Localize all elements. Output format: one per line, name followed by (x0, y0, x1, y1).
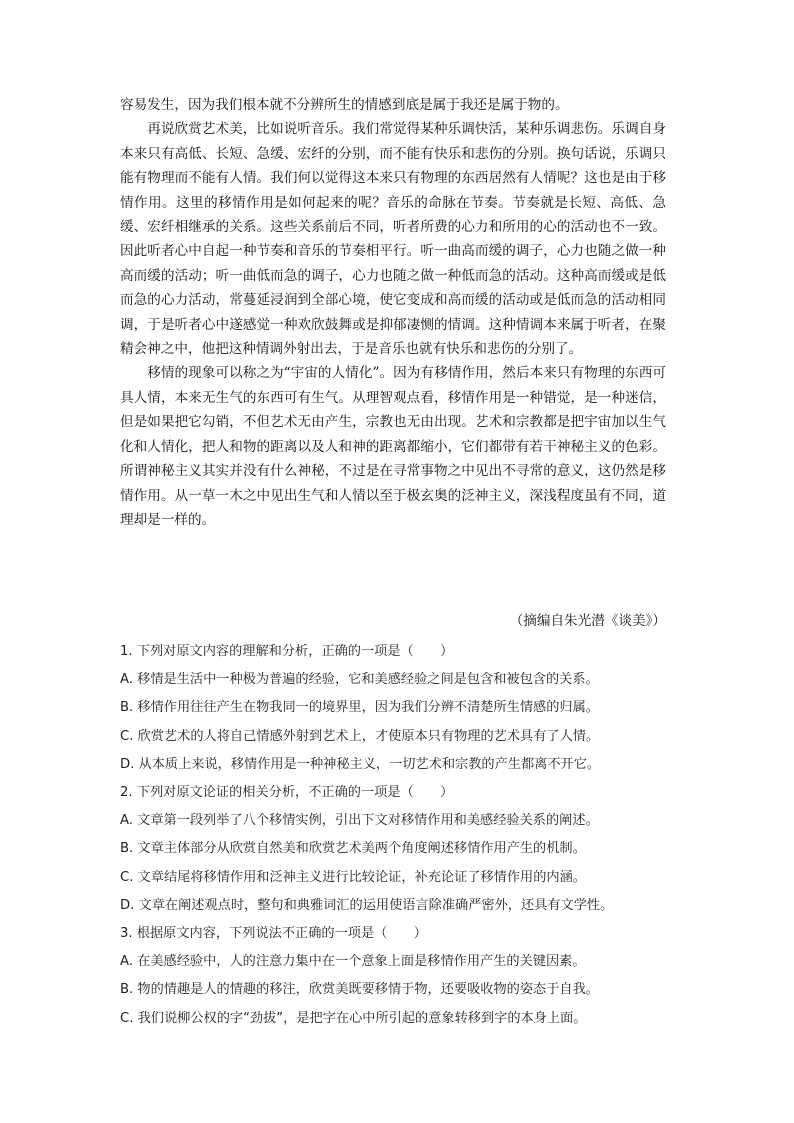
question-stem: 2. 下列对原文论证的相关分析，不正确的一项是（ ） (120, 785, 454, 801)
passage-source: （摘编自朱光潜《谈美》） (509, 613, 666, 629)
option-d: D. 从本质上来说，移情作用是一种神秘主义，一切艺术和宗教的产生都离不开它。 (120, 756, 601, 772)
question-2 (120, 779, 680, 920)
option-c: C. 欣赏艺术的人将自己情感外射到艺术上，才使原本只有物理的艺术具有了人情。 (120, 728, 600, 744)
option-a: A. 文章第一段列举了八个移情实例，引出下文对移情作用和美感经验关系的阐述。 (120, 813, 599, 829)
passage-paragraph-cosmos: 移情的现象可以称之为“宇宙的人情化”。因为有移情作用，然后本来只有物理的东西可具人情，本来无生气的东西可有生气。从理智观点看，移情作用是一种错觉，是一种迷信，但是如果把它勾销，不但艺术无由产生，宗教也无由出现。艺术和宗教都是把宇宙加以生气化和人情化，把人和物的距离以及人和神的距离都缩小，它们都带有若干神秘主义的色彩。所谓神秘主义其实并没有什么神秘，不过是在寻常事物之中见出不寻常的意义，这仍然是移情作用。从一草一木之中见出生气和人情以至于极玄奥的泛神主义，深浅程度虽有不同，道理却是一样的。 (120, 365, 666, 528)
option-d: D. 文章在阐述观点时，整句和典雅词汇的运用使语言除准确严密外，还具有文学性。 (120, 897, 614, 913)
question-list (120, 638, 680, 1033)
option-b: B. 移情作用往往产生在物我同一的境界里，因为我们分辨不清楚所生情感的归属。 (120, 700, 599, 716)
option-c: C. 我们说柳公权的字“劲拔”，是把字在心中所引起的意象转移到字的本身上面。 (120, 1010, 587, 1026)
question-stem: 3. 根据原文内容，下列说法不正确的一项是（ ） (120, 926, 427, 942)
option-a: A. 在美感经验中，人的注意力集中在一个意象上面是移情作用产生的关键因素。 (120, 954, 586, 970)
question-3 (120, 920, 680, 1033)
question-1 (120, 638, 680, 779)
option-c: C. 文章结尾将移情作用和泛神主义进行比较论证，补充论证了移情作用的内涵。 (120, 869, 586, 885)
passage-paragraph-music: 再说欣赏艺术美，比如说听音乐。我们常觉得某种乐调快活，某种乐调悲伤。乐调自身本来只有高低、长短、急缓、宏纤的分别，而不能有快乐和悲伤的分别。换句话说，乐调只能有物理而不能有人情。我们何以觉得这本来只有物理的东西居然有人情呢？这也是由于移情作用。这里的移情作用是如何起来的呢？音乐的命脉在节奏。节奏就是长短、高低、急缓、宏纤相继承的关系。这些关系前后不同，听者所费的心力和所用的心的活动也不一致。因此听者心中自起一种节奏和音乐的节奏相平行。听一曲高而缓的调子，心力也随之做一种高而缓的活动；听一曲低而急的调子，心力也随之做一种低而急的活动。这种高而缓或是低而急的心力活动，常蔓延浸润到全部心境，使它变成和高而缓的活动或是低而急的活动相同调，于是听者心中遂感觉一种欢欣鼓舞或是抑郁凄恻的情调。这种情调本来属于听者，在聚精会神之中，他把这种情调外射出去，于是音乐也就有快乐和悲伤的分别了。 (120, 121, 666, 358)
question-stem: 1. 下列对原文内容的理解和分析，正确的一项是（ ） (120, 644, 454, 659)
option-b: B. 物的情趣是人的情趣的移注，欣赏美既要移情于物，还要吸收物的姿态于自我。 (120, 982, 599, 998)
option-b: B. 文章主体部分从欣赏自然美和欣赏艺术美两个角度阐述移情作用产生的机制。 (120, 841, 586, 857)
option-a: A. 移情是生活中一种极为普遍的经验，它和美感经验之间是包含和被包含的关系。 (120, 672, 599, 688)
passage-lead-line: 容易发生，因为我们根本就不分辨所生的情感到底是属于我还是属于物的。 (120, 97, 569, 113)
passage-body (120, 93, 666, 532)
